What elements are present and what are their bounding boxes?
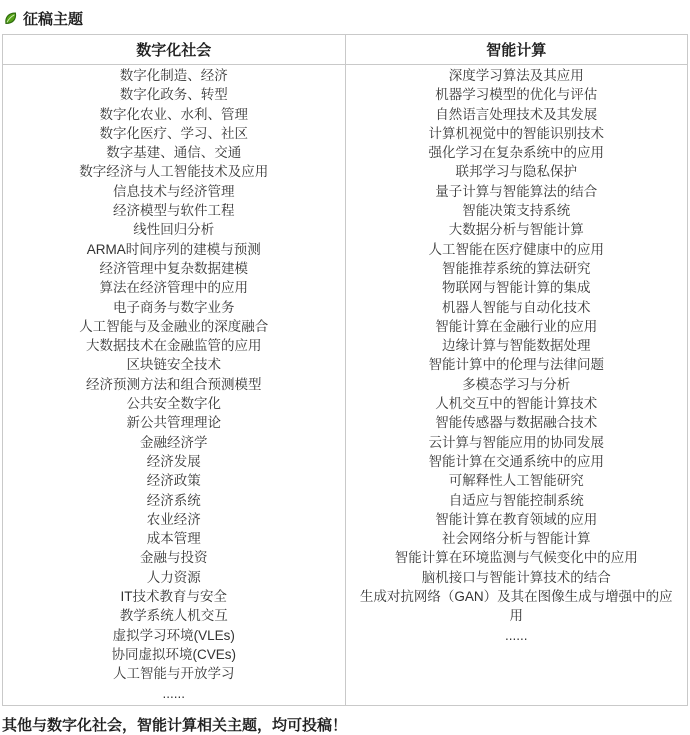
topic-item: 智能计算在交通系统中的应用 bbox=[428, 453, 604, 469]
topic-item: 人工智能在医疗健康中的应用 bbox=[428, 241, 604, 257]
column-header-intelligent-computing: 智能计算 bbox=[345, 35, 688, 65]
topic-item: ARMA时间序列的建模与预测 bbox=[86, 241, 261, 257]
topic-item: 经济政策 bbox=[146, 473, 201, 489]
column-cell-digital-society bbox=[3, 65, 346, 706]
section-title-text: 征稿主题 bbox=[23, 11, 84, 28]
topic-item: 线性回归分析 bbox=[133, 222, 215, 238]
topics-table-head bbox=[3, 35, 688, 65]
topic-item: 生成对抗网络（GAN）及其在图像生成与增强中的应用 bbox=[359, 589, 673, 624]
column-header-digital-society: 数字化社会 bbox=[3, 35, 346, 65]
topic-item: 智能计算在环境监测与气候变化中的应用 bbox=[394, 550, 638, 566]
topic-item: 智能计算在教育领域的应用 bbox=[435, 511, 598, 527]
topic-item: 大数据分析与智能计算 bbox=[448, 222, 584, 238]
topic-item: 数字化农业、水利、管理 bbox=[99, 106, 248, 122]
topic-item: 成本管理 bbox=[146, 531, 201, 547]
topic-item: 云计算与智能应用的协同发展 bbox=[428, 434, 604, 450]
topic-item: 大数据技术在金融监管的应用 bbox=[86, 338, 262, 354]
topic-item: 自适应与智能控制系统 bbox=[448, 492, 584, 508]
topic-item: 新公共管理理论 bbox=[126, 415, 221, 431]
topic-item: 虚拟学习环境(VLEs) bbox=[112, 627, 235, 643]
topic-item: 数字化制造、经济 bbox=[119, 68, 228, 83]
topic-item: 计算机视觉中的智能识别技术 bbox=[428, 125, 604, 141]
topic-item: 协同虚拟环境(CVEs) bbox=[111, 646, 236, 662]
topic-item: 经济预测方法和组合预测模型 bbox=[86, 376, 262, 392]
topic-item: 农业经济 bbox=[146, 511, 201, 527]
topic-item: 深度学习算法及其应用 bbox=[448, 68, 584, 83]
topics-table-body bbox=[3, 65, 688, 706]
topics-header-row bbox=[3, 35, 688, 65]
topic-item: 数字化医疗、学习、社区 bbox=[99, 125, 248, 141]
topic-item: 多模态学习与分析 bbox=[462, 376, 571, 392]
topic-item: 区块链安全技术 bbox=[126, 357, 221, 373]
topic-item: 人工智能与及金融业的深度融合 bbox=[79, 318, 269, 334]
topic-item: 数字化政务、转型 bbox=[119, 87, 228, 103]
topic-item: 经济系统 bbox=[146, 492, 201, 508]
topic-item: 机器学习模型的优化与评估 bbox=[435, 87, 598, 103]
topic-item: 人机交互中的智能计算技术 bbox=[435, 396, 598, 412]
topic-item: 智能传感器与数据融合技术 bbox=[435, 415, 598, 431]
leaf-icon bbox=[3, 11, 18, 26]
topic-item: 数字经济与人工智能技术及应用 bbox=[79, 164, 269, 180]
topic-item: 教学系统人机交互 bbox=[119, 608, 228, 624]
topic-item: 机器人智能与自动化技术 bbox=[442, 299, 591, 315]
topic-item: 脑机接口与智能计算技术的结合 bbox=[421, 569, 611, 585]
topic-item: 智能决策支持系统 bbox=[462, 203, 571, 219]
topic-item: 边缘计算与智能数据处理 bbox=[442, 338, 591, 354]
topics-table bbox=[2, 34, 688, 706]
topic-item: IT技术教育与安全 bbox=[120, 589, 227, 605]
topic-item: 经济模型与软件工程 bbox=[113, 203, 235, 219]
footer-note: 其他与数字化社会，智能计算相关主题，均可投稿！ bbox=[2, 716, 348, 734]
topic-item: 人力资源 bbox=[146, 569, 201, 585]
topic-item: 经济发展 bbox=[146, 453, 201, 469]
topic-item: 自然语言处理技术及其发展 bbox=[435, 106, 598, 122]
section-title bbox=[0, 0, 690, 34]
topic-item: 算法在经济管理中的应用 bbox=[99, 280, 248, 296]
topic-item: 人工智能与开放学习 bbox=[113, 666, 235, 682]
topic-item: 量子计算与智能算法的结合 bbox=[435, 183, 598, 199]
topic-item: 金融与投资 bbox=[140, 550, 208, 566]
topic-item: 金融经济学 bbox=[140, 434, 208, 450]
topic-item: 物联网与智能计算的集成 bbox=[442, 280, 591, 296]
topic-item: 可解释性人工智能研究 bbox=[448, 473, 584, 489]
topic-item: ...... bbox=[162, 685, 185, 701]
topic-item: 经济管理中复杂数据建模 bbox=[99, 260, 248, 276]
topic-item: 公共安全数字化 bbox=[126, 396, 221, 412]
topic-item: 联邦学习与隐私保护 bbox=[455, 164, 577, 180]
topic-item: 智能计算在金融行业的应用 bbox=[435, 318, 598, 334]
topic-item: 电子商务与数字业务 bbox=[113, 299, 235, 315]
topic-item: 社会网络分析与智能计算 bbox=[442, 531, 591, 547]
topic-item: 智能推荐系统的算法研究 bbox=[442, 260, 591, 276]
topic-item: 智能计算中的伦理与法律问题 bbox=[428, 357, 604, 373]
topic-item: 信息技术与经济管理 bbox=[113, 183, 235, 199]
topic-item: 强化学习在复杂系统中的应用 bbox=[428, 145, 604, 161]
topics-body-row bbox=[3, 65, 688, 706]
topic-item: ...... bbox=[504, 627, 528, 643]
column-cell-intelligent-computing bbox=[345, 65, 688, 706]
topic-item: 数字基建、通信、交通 bbox=[106, 145, 242, 161]
